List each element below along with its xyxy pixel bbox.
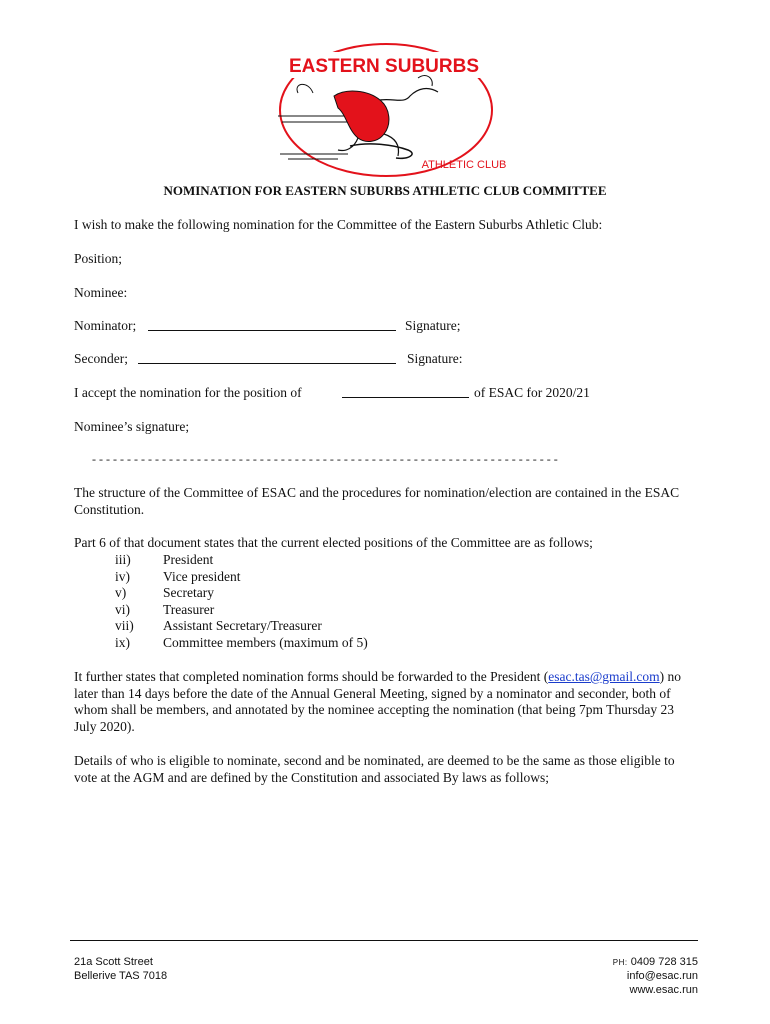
footer-website[interactable]: www.esac.run — [629, 984, 698, 996]
position-list-number: v) — [115, 585, 127, 601]
eligibility-paragraph: Details of who is eligible to nominate, second and be nominated, are deemed to be the same as those eligible to vote at the AGM and are defined by the Constitution and associated By laws as follows; — [74, 753, 675, 785]
position-list-item — [115, 569, 241, 586]
position-list-label: Vice president — [163, 568, 241, 584]
position-list-number: iv) — [115, 568, 130, 584]
position-list-item — [115, 618, 322, 635]
position-list-item — [115, 552, 213, 569]
forward-open-paren: ( — [543, 669, 549, 684]
position-list-number: ix) — [115, 635, 130, 650]
separator-line: - - - - - - - - - - - - - - - - - - - - - - - - - - - - - - - - - - - - - - - - - - - - - - - - - - - - - - - - - - - - - - - - - - - — [92, 452, 558, 466]
intro-text: I wish to make the following nomination for the Committee of the Eastern Suburbs Athletic Club: — [74, 217, 603, 232]
accept-prefix: I accept the nomination for the position of — [74, 385, 302, 400]
forward-post: ) no later than 14 days before the date of the Annual General Meeting, signed by a nominator and seconder, both of whom shall be members, and annotated by the nominee accepting the nomination (that being 7pm Thursday 23 July 2020). — [74, 669, 682, 734]
position-list-number: vi) — [115, 601, 130, 617]
logo-title: EASTERN SUBURBS — [288, 56, 480, 77]
seconder-field[interactable] — [138, 363, 396, 364]
seconder-signature-label: Signature: — [407, 351, 463, 366]
position-list-item — [115, 585, 214, 602]
position-list-number: vii) — [115, 618, 134, 634]
position-list-label: President — [163, 552, 214, 567]
structure-paragraph: The structure of the Committee of ESAC and the procedures for nomination/election are contained in the ESAC Constitution. — [74, 485, 680, 517]
footer-divider — [70, 940, 698, 941]
position-list-label: Assistant Secretary/Treasurer — [163, 618, 322, 634]
club-logo-graphic — [268, 38, 508, 178]
logo-subtitle: ATHLETIC CLUB — [421, 159, 507, 171]
phone-label: PH: — [612, 958, 628, 967]
position-field[interactable] — [342, 397, 469, 398]
nominator-signature-label: Signature; — [405, 318, 461, 333]
forward-pre: It further states that completed nomination forms should be forwarded to the President — [74, 669, 541, 684]
position-label: Position; — [74, 251, 123, 266]
position-list-label: Committee members (maximum of 5) — [163, 635, 368, 650]
position-list-label: Treasurer — [163, 601, 215, 617]
page-title: NOMINATION FOR EASTERN SUBURBS ATHLETIC CLUB COMMITTEE — [163, 183, 607, 198]
club-logo — [268, 38, 508, 178]
position-list-label: Secretary — [163, 585, 214, 601]
nominator-label: Nominator; — [74, 318, 137, 333]
phone-number: 0409 728 315 — [630, 956, 698, 968]
footer-address-line1: 21a Scott Street — [74, 956, 153, 968]
accept-suffix: of ESAC for 2020/21 — [474, 385, 590, 400]
position-list-number: iii) — [115, 552, 131, 567]
footer-address-line2: Bellerive TAS 7018 — [74, 970, 168, 982]
president-email-link[interactable]: esac.tas@gmail.com — [548, 669, 660, 684]
seconder-label: Seconder; — [74, 351, 128, 366]
part6-paragraph: Part 6 of that document states that the current elected positions of the Committee are as follows; — [74, 535, 593, 550]
footer-phone — [613, 956, 698, 969]
forward-paragraph — [74, 669, 699, 735]
position-list-item — [115, 635, 368, 652]
footer-email[interactable]: info@esac.run — [626, 970, 698, 982]
position-list-item — [115, 602, 214, 619]
nominee-signature-label: Nominee’s signature; — [74, 419, 190, 434]
nominator-field[interactable] — [148, 330, 396, 331]
nominee-label: Nominee: — [74, 285, 128, 300]
